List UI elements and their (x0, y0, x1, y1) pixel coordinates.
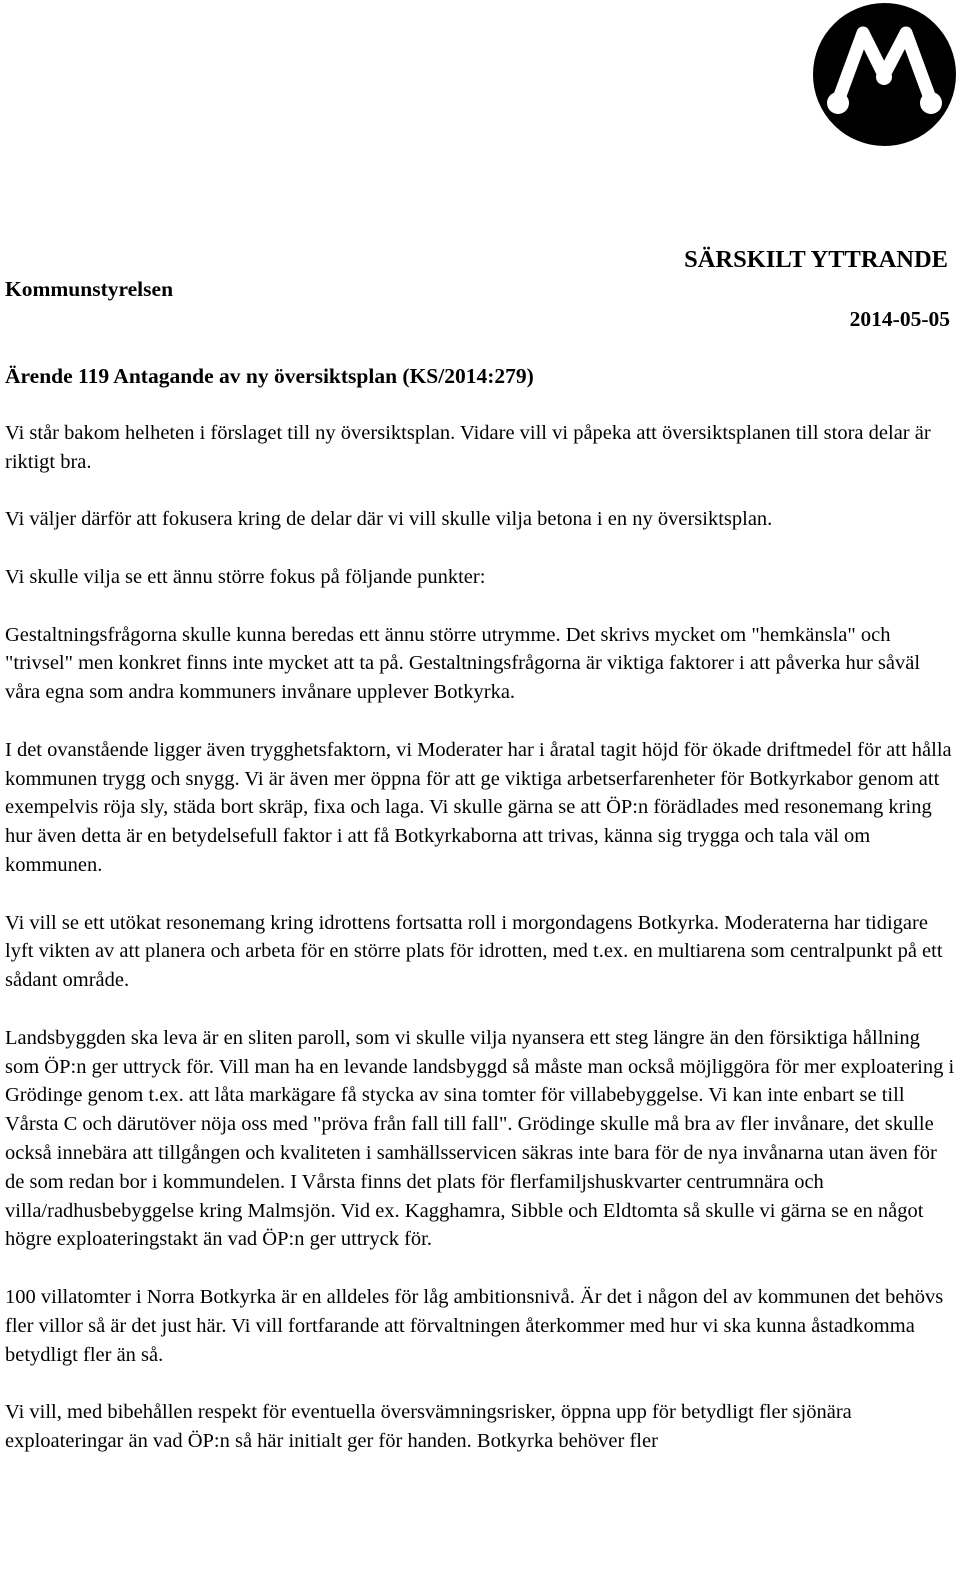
document-body (5, 419, 955, 1484)
paragraph: Gestaltningsfrågorna skulle kunna beredas ett ännu större utrymme. Det skrivs mycket om "hemkänsla" och "trivsel" men konkret finns inte mycket att ta på. Gestaltningsfrågorna är viktiga faktorer i att påverka hur såväl våra egna som andra kommuners invånare upplever Botkyrka. (5, 623, 921, 704)
moderaterna-m-logo-icon (813, 3, 956, 146)
paragraph: Vi vill se ett utökat resonemang kring idrottens fortsatta roll i morgondagens Botkyrka. Moderaterna har tidigare lyft vikten av att planera och arbeta för en större plats för idrotten, med t.ex. en multiarena som centralpunkt på ett sådant område. (5, 911, 943, 992)
document-date: 2014-05-05 (849, 307, 950, 331)
document-type: SÄRSKILT YTTRANDE (684, 246, 948, 273)
paragraph: Vi vill, med bibehållen respekt för eventuella översvämningsrisker, öppna upp för betydligt fler sjönära exploateringar än vad ÖP:n så här initialt ger för handen. Botkyrka behöver fler (5, 1401, 852, 1452)
recipient: Kommunstyrelsen (5, 277, 174, 301)
paragraph: Landsbyggden ska leva är en sliten paroll, som vi skulle vilja nyansera ett steg längre än den försiktiga hållning som ÖP:n ger uttryck för. Vill man ha en levande landsbyggd så måste man också möjliggöra för mer exploatering i Grödinge genom t.ex. att låta markägare få stycka av sina tomter för villabebyggelse. Vi kan inte enbart se till Vårsta C och därutöver nöja oss med "pröva från fall till fall". Grödinge skulle må bra av fler invånare, det skulle också innebära att tillgången och kvaliteten i samhällsservicen säkras inte bara för de nya invånarna utan även för de som redan bor i kommundelen. I Vårsta finns det plats för flerfamiljshuskvarter centrumnära och villa/radhusbebyggelse kring Malmsjön. Vid ex. Kagghamra, Sibble och Eldtomta så skulle vi gärna se en något högre exploateringstakt än vad ÖP:n ger uttryck för. (5, 1026, 955, 1251)
paragraph: Vi skulle vilja se ett ännu större fokus på följande punkter: (5, 565, 486, 588)
subject-heading: Ärende 119 Antagande av ny översiktsplan (KS/2014:279) (5, 364, 534, 388)
paragraph: 100 villatomter i Norra Botkyrka är en alldeles för låg ambitionsnivå. Är det i någon del av kommunen det behövs fler villor så är det just här. Vi vill fortfarande att förvaltningen återkommer med hur vi ska kunna åstadkomma betydligt fler än så. (5, 1285, 944, 1366)
paragraph: Vi väljer därför att fokusera kring de delar där vi vill skulle vilja betona i en ny översiktsplan. (5, 508, 773, 531)
paragraph: Vi står bakom helheten i förslaget till ny översiktsplan. Vidare vill vi påpeka att översiktsplanen till stora delar är riktigt bra. (5, 422, 931, 473)
paragraph: I det ovanstående ligger även trygghetsfaktorn, vi Moderater har i åratal tagit höjd för ökade driftmedel för att hålla kommunen trygg och snygg. Vi är även mer öppna för att ge viktiga arbetserfarenheter för Botkyrkabor genom att exempelvis röja sly, städa bort skräp, fixa och laga. Vi skulle gärna se att ÖP:n förädlades med resonemang kring hur även detta är en betydelsefull faktor i att få Botkyrkaborna att trivas, känna sig trygga och tala väl om kommunen. (5, 738, 952, 876)
